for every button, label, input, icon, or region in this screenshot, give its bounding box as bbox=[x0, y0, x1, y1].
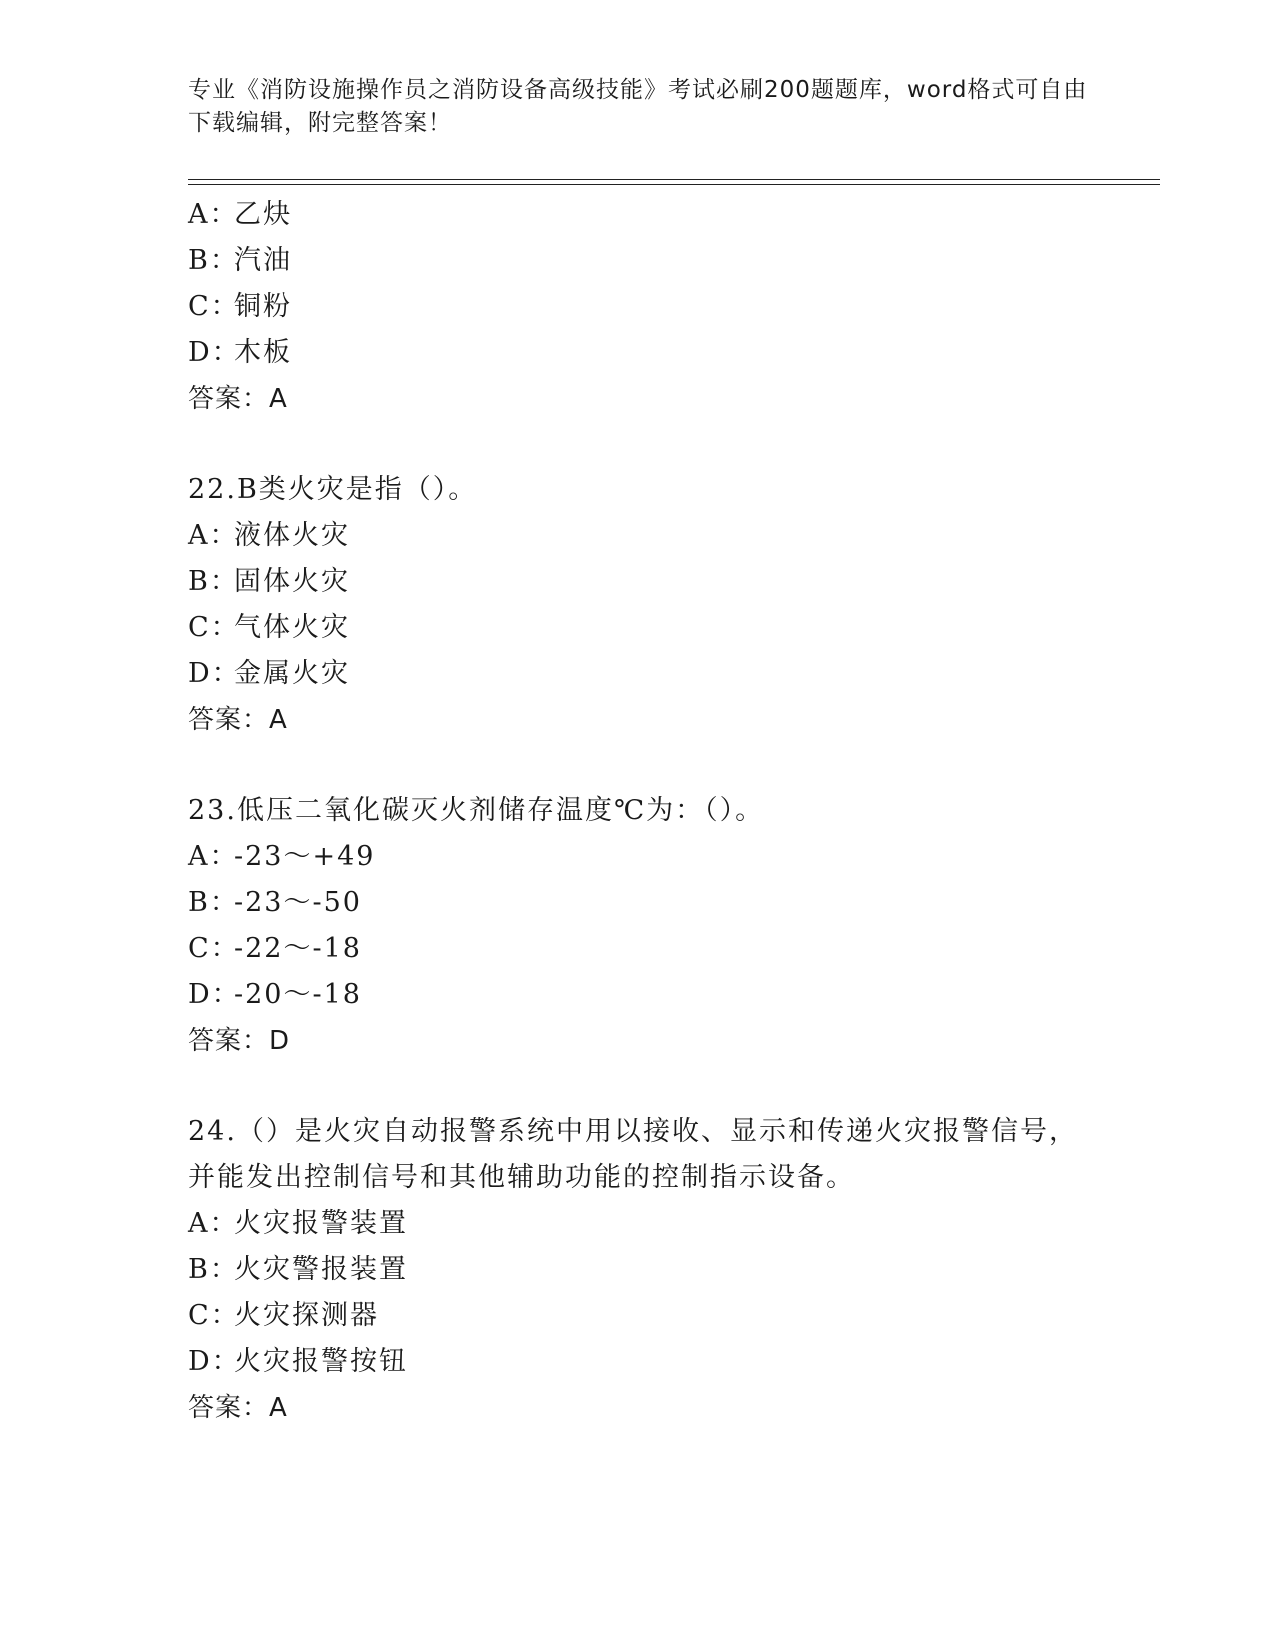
answer-line: 答案：A bbox=[188, 705, 288, 735]
option-letter: C： bbox=[188, 933, 240, 964]
option-text: -20～-18 bbox=[234, 979, 362, 1010]
option-b bbox=[188, 559, 1088, 605]
option-text: 铜粉 bbox=[234, 291, 292, 322]
question-list bbox=[188, 192, 1088, 1431]
spacer bbox=[188, 1064, 1088, 1109]
option-text: -22～-18 bbox=[234, 933, 362, 964]
option-letter: B： bbox=[188, 245, 239, 276]
option-d bbox=[188, 972, 1088, 1018]
option-text: 汽油 bbox=[234, 245, 292, 276]
option-letter: A： bbox=[188, 1208, 239, 1239]
option-d bbox=[188, 1339, 1088, 1385]
option-letter: A： bbox=[188, 199, 239, 230]
question-stem: 22.B类火灾是指（）。 bbox=[188, 474, 478, 505]
answer-line: 答案：D bbox=[188, 1026, 291, 1056]
option-text: 气体火灾 bbox=[234, 612, 350, 643]
option-letter: A： bbox=[188, 841, 239, 872]
option-text: 木板 bbox=[234, 337, 292, 368]
option-letter: B： bbox=[188, 566, 239, 597]
option-letter: C： bbox=[188, 291, 240, 322]
question-stem: 23.低压二氧化碳灭火剂储存温度℃为：（）。 bbox=[188, 795, 765, 826]
option-a bbox=[188, 513, 1088, 559]
option-text: 金属火灾 bbox=[234, 658, 350, 689]
document-header: 专业《消防设施操作员之消防设备高级技能》考试必刷200题题库，word格式可自由下载编辑，附完整答案！ bbox=[188, 77, 1088, 136]
option-text: 液体火灾 bbox=[234, 520, 350, 551]
option-a bbox=[188, 834, 1088, 880]
answer-line: 答案：A bbox=[188, 1393, 288, 1423]
option-text: 火灾报警装置 bbox=[234, 1208, 408, 1239]
option-text: 乙炔 bbox=[234, 199, 292, 230]
option-letter: C： bbox=[188, 1300, 240, 1331]
spacer bbox=[188, 743, 1088, 788]
option-letter: D： bbox=[188, 979, 241, 1010]
header-divider-bottom bbox=[188, 184, 1160, 185]
option-c bbox=[188, 284, 1088, 330]
option-d bbox=[188, 330, 1088, 376]
option-letter: B： bbox=[188, 1254, 239, 1285]
option-letter: A： bbox=[188, 520, 239, 551]
option-c bbox=[188, 605, 1088, 651]
option-text: -23～-50 bbox=[234, 887, 362, 918]
option-d bbox=[188, 651, 1088, 697]
option-a bbox=[188, 1201, 1088, 1247]
option-b bbox=[188, 1247, 1088, 1293]
option-text: 火灾探测器 bbox=[234, 1300, 379, 1331]
option-text: 火灾报警按钮 bbox=[234, 1346, 408, 1377]
spacer bbox=[188, 422, 1088, 467]
question-22 bbox=[188, 467, 1088, 743]
option-letter: B： bbox=[188, 887, 239, 918]
header-divider-top bbox=[188, 179, 1160, 180]
option-b bbox=[188, 238, 1088, 284]
question-21 bbox=[188, 192, 1088, 422]
option-c bbox=[188, 1293, 1088, 1339]
question-stem: 24.（）是火灾自动报警系统中用以接收、显示和传递火灾报警信号，并能发出控制信号和其他辅助功能的控制指示设备。 bbox=[188, 1116, 1078, 1193]
option-c bbox=[188, 926, 1088, 972]
answer-line: 答案：A bbox=[188, 384, 288, 414]
option-letter: D： bbox=[188, 658, 241, 689]
question-23 bbox=[188, 788, 1088, 1064]
option-letter: D： bbox=[188, 1346, 241, 1377]
question-24 bbox=[188, 1109, 1088, 1431]
option-b bbox=[188, 880, 1088, 926]
option-a bbox=[188, 192, 1088, 238]
option-text: -23～+49 bbox=[234, 841, 376, 872]
option-text: 火灾警报装置 bbox=[234, 1254, 408, 1285]
option-text: 固体火灾 bbox=[234, 566, 350, 597]
option-letter: D： bbox=[188, 337, 241, 368]
option-letter: C： bbox=[188, 612, 240, 643]
